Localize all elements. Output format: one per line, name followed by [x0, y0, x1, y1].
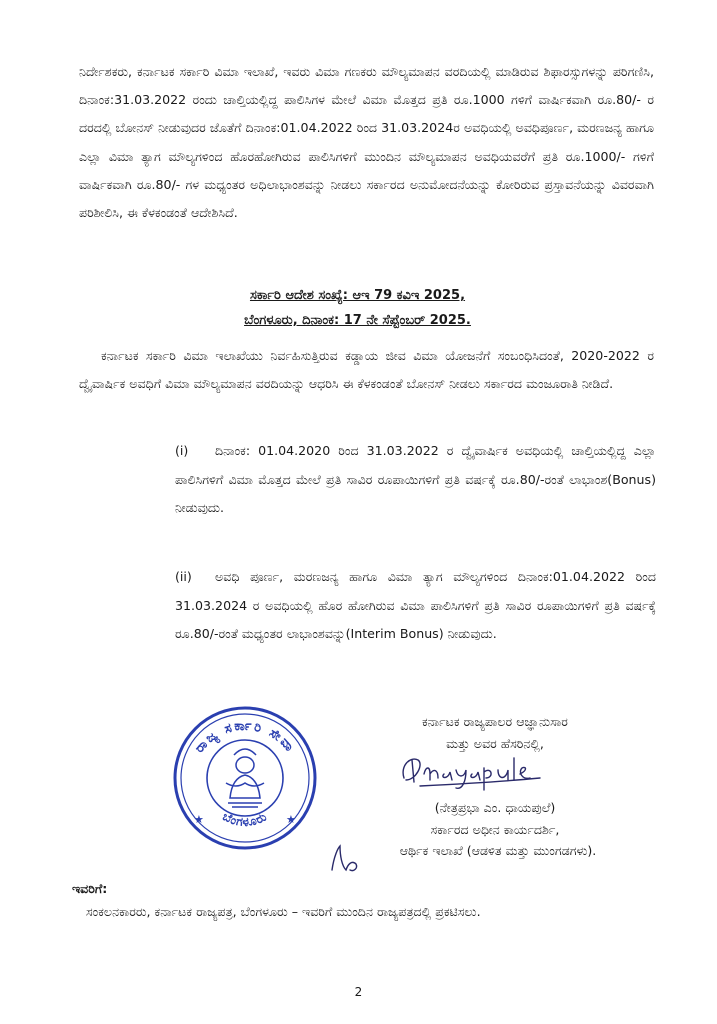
page-number: 2 — [354, 985, 363, 999]
paragraph-preamble: ನಿರ್ದೇಶಕರು, ಕರ್ನಾಟಕ ಸರ್ಕಾರಿ ವಿಮಾ ಇಲಾಖೆ, ಇವರು ವಿಮಾ ಗಣಕರು ಮೌಲ್ಯಮಾಪನ ವರದಿಯಲ್ಲಿ ಮಾಡಿರುವ ಶಿಫಾರಸ್ಸುಗಳನ್ನು ಪರಿಗಣಿಸಿ, ದಿನಾಂಕ:31.03.2022 ರಂದು ಚಾಲ್ತಿಯಲ್ಲಿದ್ದ ಪಾಲಿಸಿಗಳ ಮೇಲೆ ವಿಮಾ ಮೊತ್ತದ ಪ್ರತಿ ರೂ.1000 ಗಳಿಗೆ ವಾರ್ಷಿಕವಾಗಿ ರೂ.80/- ರ ದರದಲ್ಲಿ ಬೋನಸ್ ನೀಡುವುದರ ಜೊತೆಗೆ ದಿನಾಂಕ:01.04.2022 ರಿಂದ 31.03.2024ರ ಅವಧಿಯಲ್ಲಿ ಅವಧಿಪೂರ್ಣ, ಮರಣಜನ್ಯ ಹಾಗೂ ಎಲ್ಲಾ ವಿಮಾ ತ್ಯಾಗ ಮೌಲ್ಯಗಳಿಂದ ಹೊರಹೋಗಿರುವ ಪಾಲಿಸಿಗಳಿಗೆ ಮುಂದಿನ ಮೌಲ್ಯಮಾಪನ ಅವಧಿಯವರೆಗೆ ಪ್ರತಿ ರೂ.1000/- ಗಳಿಗೆ ವಾರ್ಷಿಕವಾಗಿ ರೂ.80/- ಗಳ ಮಧ್ಯಂತರ ಅಧಿಲಾಭಾಂಶವನ್ನು ನೀಡಲು ಸರ್ಕಾರದ ಅನುಮೋದನೆಯನ್ನು ಕೋರಿರುವ ಪ್ರಸ್ತಾವನೆಯನ್ನು ವಿವರವಾಗಿ ಪರಿಶೀಲಿಸಿ, ಈ ಕೆಳಕಂಡಂತೆ ಆದೇಶಿಸಿದೆ. — [79, 64, 654, 221]
paragraph-sanction: ಕರ್ನಾಟಕ ಸರ್ಕಾರಿ ವಿಮಾ ಇಲಾಖೆಯು ನಿರ್ವಹಿಸುತ್ತಿರುವ ಕಡ್ಡಾಯ ಜೀವ ವಿಮಾ ಯೋಜನೆಗೆ ಸಂಬಂಧಿಸಿದಂತೆ, 2020-2022 ರ ದ್ವೈವಾರ್ಷಿಕ ಅವಧಿಗೆ ವಿಮಾ ಮೌಲ್ಯಮಾಪನ ವರದಿಯನ್ನು ಆಧರಿಸಿ ಈ ಕೆಳಕಂಡಂತೆ ಬೋನಸ್ ನೀಡಲು ಸರ್ಕಾರದ ಮಂಜೂರಾತಿ ನೀಡಿದೆ. — [79, 348, 654, 392]
recipient-line: ಸಂಕಲನಕಾರರು, ಕರ್ನಾಟಕ ರಾಜ್ಯಪತ್ರ, ಬೆಂಗಳೂರು – ಇವರಿಗೆ ಮುಂದಿನ ರಾಜ್ಯಪತ್ರದಲ್ಲಿ ಪ್ರಕಟಿಸಲು. — [86, 904, 481, 919]
signatory-department: ಆರ್ಥಿಕ ಇಲಾಖೆ (ಆಡಳಿತ ಮತ್ತು ಮುಂಗಡಗಳು). — [399, 843, 597, 858]
svg-text:★: ★ — [194, 813, 204, 826]
handwritten-initials-icon — [326, 840, 366, 876]
official-seal-icon — [170, 703, 320, 853]
item-text: ದಿನಾಂಕ: 01.04.2020 ರಿಂದ 31.03.2022 ರ ದ್ವೈವಾರ್ಷಿಕ ಅವಧಿಯಲ್ಲಿ ಚಾಲ್ತಿಯಲ್ಲಿದ್ದ ಎಲ್ಲಾ ಪಾಲಿಸಿಗಳಿಗೆ ವಿಮಾ ಮೊತ್ತದ ಮೇಲೆ ಪ್ರತಿ ಸಾವಿರ ರೂಪಾಯಿಗಳಿಗೆ ಪ್ರತಿ ವರ್ಷಕ್ಕೆ ರೂ.80/-ರಂತೆ ಲಾಭಾಂಶ(Bonus) ನೀಡುವುದು. — [175, 443, 656, 515]
order-heading — [120, 283, 595, 333]
signatory-name: (ನೇತ್ರಪ್ರಭಾ ಎಂ. ಧಾಯಪುಲೆ) — [434, 800, 556, 815]
order-number: ಸರ್ಕಾರಿ ಆದೇಶ ಸಂಖ್ಯೆ: ಆಇ 79 ಕವಿಇ 2025, — [249, 288, 466, 303]
svg-text:ಬೆಂಗಳೂರು — [220, 809, 269, 829]
seal-bottom-text: ಬೆಂಗಳೂರು — [220, 809, 270, 830]
authority-line-2: ಮತ್ತು ಅವರ ಹೆಸರಿನಲ್ಲಿ, — [446, 735, 544, 751]
seal-top-text: ರಾಜ್ಯ ಸರ್ಕಾರಿ ಸೇವಾ — [192, 718, 298, 757]
item-number: (ii) — [175, 569, 192, 584]
signatory-designation: ಸರ್ಕಾರದ ಅಧೀನ ಕಾರ್ಯದರ್ಶಿ, — [430, 821, 560, 837]
authority-line-1: ಕರ್ನಾಟಕ ರಾಜ್ಯಪಾಲರ ಆಜ್ಞಾನುಸಾರ — [422, 714, 568, 729]
recipients-label: ಇವರಿಗೆ: — [72, 881, 108, 896]
item-number: (i) — [175, 443, 189, 458]
svg-text:★: ★ — [286, 813, 296, 826]
item-text: ಅವಧಿ ಪೂರ್ಣ, ಮರಣಜನ್ಯ ಹಾಗೂ ವಿಮಾ ತ್ಯಾಗ ಮೌಲ್ಯಗಳಿಂದ ದಿನಾಂಕ:01.04.2022 ರಿಂದ 31.03.2024 ರ ಅವಧಿಯಲ್ಲಿ ಹೊರ ಹೋಗಿರುವ ವಿಮಾ ಪಾಲಿಸಿಗಳಿಗೆ ಪ್ರತಿ ಸಾವಿರ ರೂಪಾಯಿಗಳಿಗೆ ಪ್ರತಿ ವರ್ಷಕ್ಕೆ ರೂ.80/-ರಂತೆ ಮಧ್ಯಂತರ ಲಾಭಾಂಶವನ್ನು(Interim Bonus) ನೀಡುವುದು. — [175, 569, 656, 641]
handwritten-signature-icon — [390, 748, 550, 793]
order-item-2 — [175, 563, 656, 649]
svg-text:ರಾಜ್ಯ ಸರ್ಕಾರಿ ಸೇವಾ — [192, 719, 298, 756]
order-item-1 — [175, 437, 656, 523]
order-place-date: ಬೆಂಗಳೂರು, ದಿನಾಂಕ: 17 ನೇ ಸೆಪ್ಟೆಂಬರ್ 2025. — [244, 313, 471, 328]
